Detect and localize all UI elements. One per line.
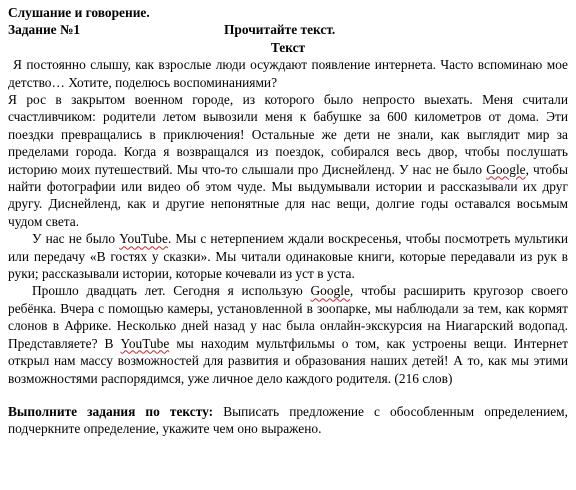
assignment-label: Выполните задания по тексту: — [8, 403, 214, 419]
paragraph-3 — [8, 230, 568, 282]
spacer — [8, 387, 568, 403]
spellcheck-word-google: Google — [486, 161, 526, 177]
paragraph-4-part-2: , чтобы расширить кругозор своего ребёнка. Вчера с помощью камеры, установленной в зоопарке, мы наблюдали за тем, как кормят слонов в Африке. Несколько дней назад у нас была онлайн-экскурсия на Ниагарский водопад. Представляете? В — [8, 283, 568, 351]
spellcheck-word-google-2: Google — [310, 283, 350, 299]
paragraph-3-part-1: У нас не было — [32, 231, 120, 247]
paragraph-4 — [8, 282, 568, 386]
paragraph-4-part-3: мы находим мультфильмы о том, как устроены вещи. Интернет открыл нам массу возможностей для развития и образования наших детей! А то, как мы этими возможностями распорядимся, уже личное дело каждого родителя. (216 слов) — [8, 335, 568, 386]
task-title: Прочитайте текст. — [224, 22, 336, 38]
text-title: Текст — [270, 39, 306, 55]
paragraph-3-part-2: . Мы с нетерпением ждали воскресенья, чтобы посмотреть мультики или передачу «В гостях у сказки». Мы читали одинаковые книги, которые передавали из рук в руки; рассказывали истории, которые кочевали из уст в уста. — [8, 231, 568, 282]
paragraph-1: Я постоянно слышу, как взрослые люди осуждают появление интернета. Часто вспоминаю мое детство… Хотите, поделюсь воспоминаниями? — [8, 57, 568, 90]
paragraph-2-part-2: , чтобы найти фотографии или видео об этом чуде. Мы выдумывали истории и рассказывали их друг другу. Диснейленд, как и другие непонятные для нас вещи, долгие годы оставался восьмым чудом света. — [8, 161, 568, 229]
task-row — [8, 21, 568, 38]
paragraph-2-part-1: Я рос в закрытом военном городе, из которого было непросто выехать. Меня считали счастливчиком: родители летом вывозили меня к бабушке за 600 километров от дома. Эти поездки превращались в приключения! Остальные же дети не знали, как выглядит мир за пределами города. Когда я возвращался из поездок, собирался весь двор, чтобы послушать историю моих путешествий. Мы что-то слышали про Диснейленд. У нас не было — [8, 92, 568, 177]
section-heading: Слушание и говорение. — [8, 5, 150, 20]
spellcheck-word-youtube: YouTube — [119, 231, 168, 247]
assignment-text: Выписать предложение с обособленным определением, подчеркните определение, укажите чем оно выражено. — [8, 403, 568, 437]
assignment-paragraph — [8, 403, 568, 438]
task-label: Задание №1 — [8, 22, 81, 38]
spellcheck-word-youtube-2: YouTube — [120, 335, 170, 351]
paragraph-2 — [8, 91, 568, 230]
paragraph-4-part-1: Прошло двадцать лет. Сегодня я использую — [32, 283, 311, 299]
